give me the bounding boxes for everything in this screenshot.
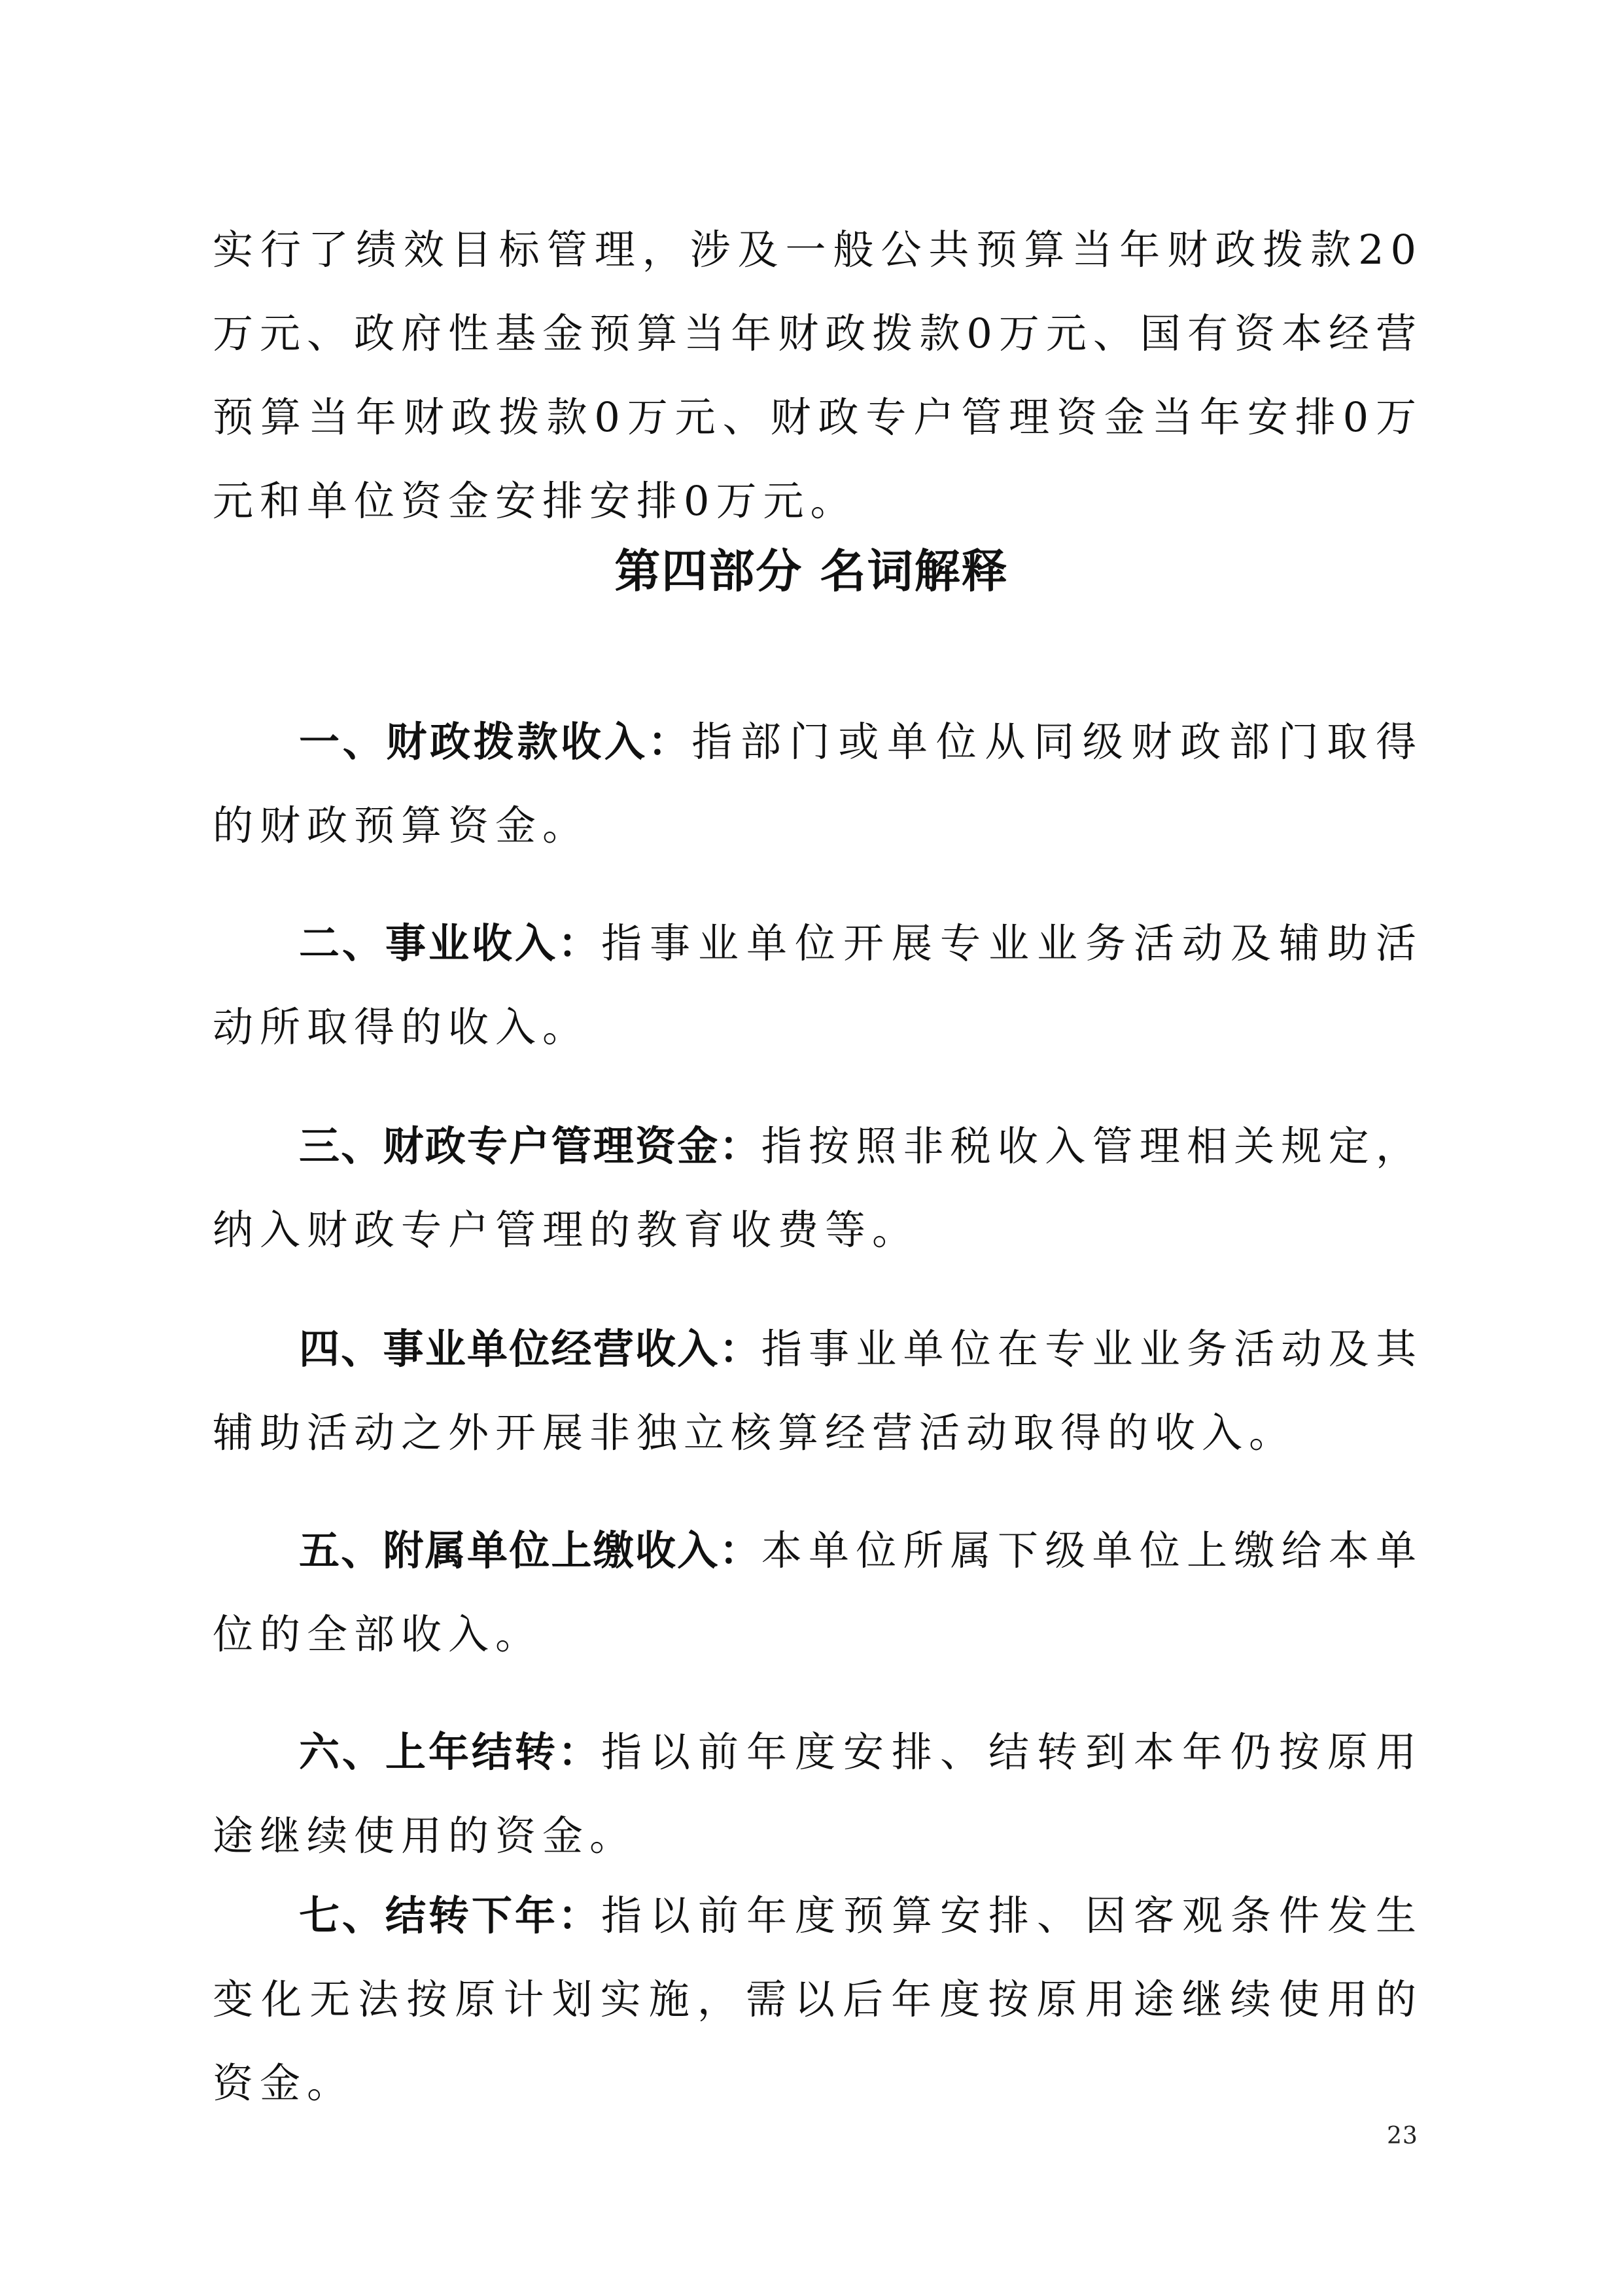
term-item <box>213 902 1423 1069</box>
term-name: 六、上年结转： <box>299 1728 601 1776</box>
term-definition: 本单位所属下级单位上缴给本单位的全部收入。 <box>213 1527 1423 1658</box>
term-item <box>213 1509 1423 1676</box>
term-item <box>213 1307 1423 1475</box>
intro-paragraph: 实行了绩效目标管理，涉及一般公共预算当年财政拨款20万元、政府性基金预算当年财政拨款0万元、国有资本经营预算当年财政拨款0万元、财政专户管理资金当年安排0万元和单位资金安排安排0万元。 <box>213 226 1423 525</box>
term-definition: 指以前年度安排、结转到本年仍按原用途继续使用的资金。 <box>213 1728 1423 1860</box>
section-title: 第四部分 名词解释 <box>614 544 1009 598</box>
term-name: 三、财政专户管理资金： <box>299 1122 761 1170</box>
term-definition: 指按照非税收入管理相关规定，纳入财政专户管理的教育收费等。 <box>213 1122 1423 1254</box>
term-name: 四、事业单位经营收入： <box>299 1325 761 1373</box>
term-item <box>213 1874 1423 2125</box>
term-item <box>213 1710 1423 1878</box>
term-name: 五、附属单位上缴收入： <box>299 1527 761 1574</box>
term-item <box>213 700 1423 868</box>
term-name: 一、财政拨款收入： <box>299 718 692 766</box>
term-name: 二、事业收入： <box>299 919 601 967</box>
term-definition: 指部门或单位从同级财政部门取得的财政预算资金。 <box>213 718 1423 849</box>
term-item <box>213 1104 1423 1272</box>
term-definition: 指事业单位在专业业务活动及其辅助活动之外开展非独立核算经营活动取得的收入。 <box>213 1325 1423 1457</box>
term-name: 七、结转下年： <box>299 1892 601 1939</box>
term-definition: 指事业单位开展专业业务活动及辅助活动所取得的收入。 <box>213 919 1423 1051</box>
page-number: 23 <box>1387 2123 1418 2149</box>
term-definition: 指以前年度预算安排、因客观条件发生变化无法按原计划实施，需以后年度按原用途继续使用的资金。 <box>213 1892 1423 2107</box>
